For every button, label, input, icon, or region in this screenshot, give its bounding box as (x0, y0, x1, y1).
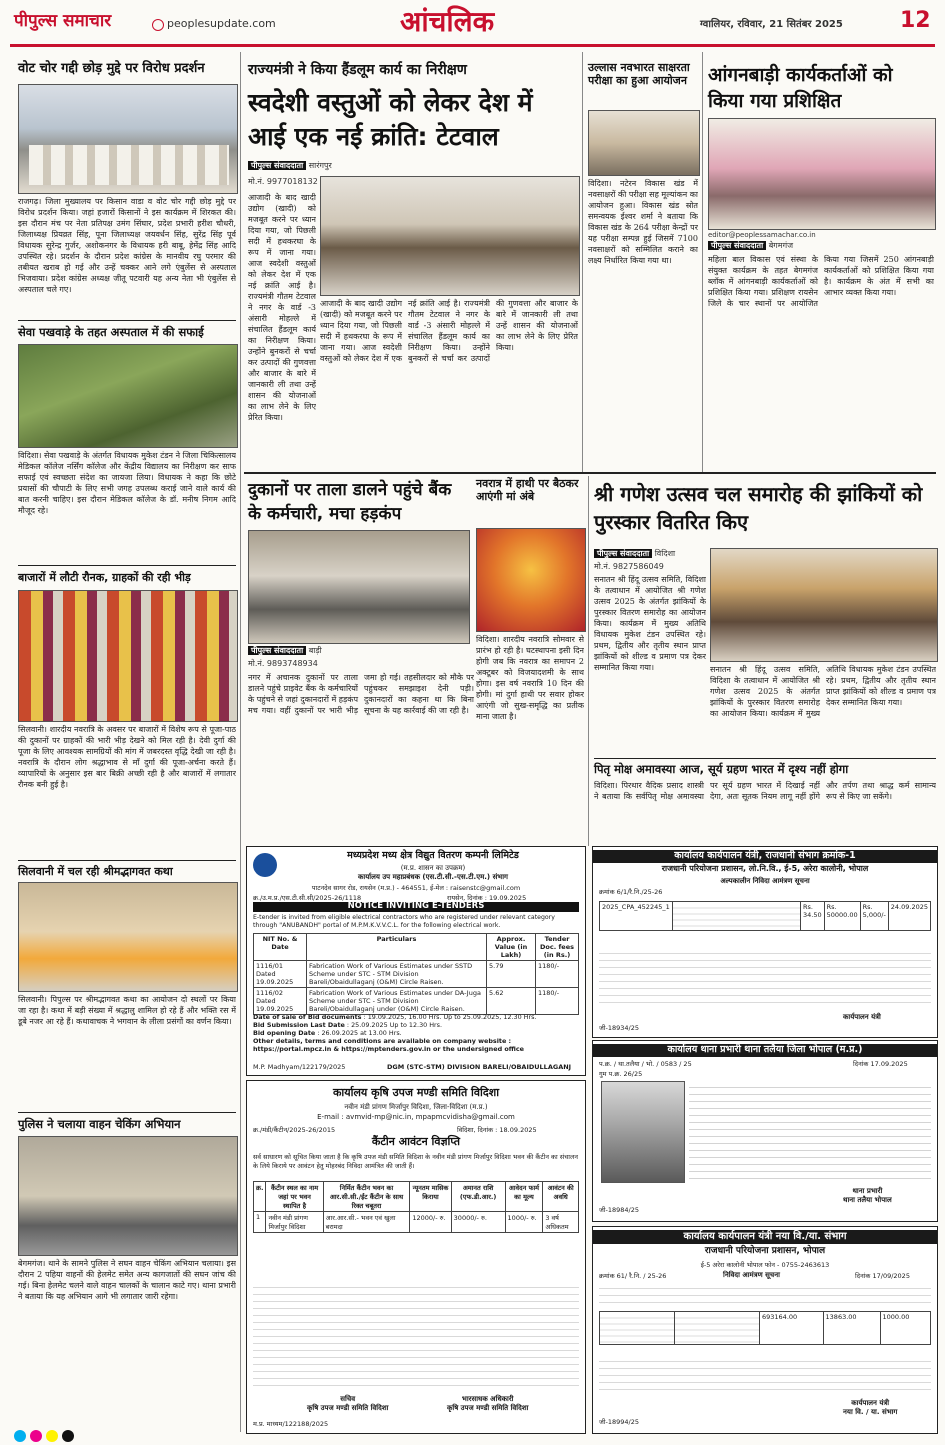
paper-logo: पीपुल्स समाचार (14, 11, 112, 31)
column-header: क्र. (254, 1182, 266, 1212)
pwd-ref: क्रमांक 6/1/रै.नि./25-26 (599, 888, 663, 896)
dateline: ग्वालियर, रविवार, 21 सितंबर 2025 (700, 19, 843, 30)
ganesh-headline: श्री गणेश उत्सव चल समारोह की झांकियों को पुरस्कार वितरित किए (594, 482, 923, 534)
mpvvcl-table (253, 933, 579, 1015)
masthead-rule (10, 44, 935, 47)
masthead (0, 0, 945, 50)
signatory-office: थाना तलैया भोपाल (843, 1196, 892, 1204)
registration-mark (30, 1430, 42, 1442)
bhagwat-headline: सिलवानी में चल रही श्रीमद्भागवत कथा (18, 865, 173, 878)
column-header: NIT No. & Date (254, 934, 307, 961)
date-value: 19.09.2025, 16.00 Hrs. Up to 25.09.2025, 12.30 Hrs. (367, 1013, 537, 1021)
date-value: 26.09.2025 at 13.00 Hrs. (321, 1029, 402, 1037)
table-cell: 3 वर्ष अधिकतम (543, 1212, 579, 1233)
bazar-body: सिलवानी। शारदीय नवरात्रि के अवसर पर बाजारों में विशेष रूप से पूजा-पाठ की दुकानों पर ग्राहकों की भारी भीड़ देखने को मिल रही है। देवी दुर्गा की पूजा के लिए आवश्यक सामग्रियों की मांग में जबरदस्त वृद्धि देखी जा रही है। नवरात्रि के दौरान लोग श्रद्धाभाव से माँ दुर्गा की पूजा-अर्चना करते हैं। व्यापारियों के अनुसार इस बार बिक्री अच्छी रही है और बाजारों में लगातार रौनक बनी हुई है। (18, 725, 236, 789)
table-row (254, 1212, 579, 1233)
amavasya-headline: पितृ मोक्ष अमावस्या आज, सूर्य ग्रहण भारत में दृश्य नहीं होगा (594, 762, 849, 776)
section-title: आंचलिक (400, 5, 495, 38)
bazar-photo (18, 590, 238, 722)
mandi-title: कार्यालय कृषि उपज मण्डी समिति विदिशा (332, 1086, 500, 1099)
signatory-title: थाना प्रभारी (852, 1187, 883, 1195)
table-cell: Rs. 34.50 (801, 902, 825, 931)
byline-label: पीपुल्स संवाददाता (248, 161, 306, 170)
separator (18, 860, 236, 861)
signatory-office: कृषि उपज मण्डी समिति विदिशा (447, 1404, 529, 1412)
separator (594, 758, 936, 759)
column-header: Particulars (307, 934, 487, 961)
pwd2-title: कार्यालय कार्यपालन यंत्री नया वि./या. संभाग (593, 1230, 937, 1244)
byline-place: सारंगपुर (308, 161, 332, 170)
pwd2-sign (843, 1399, 897, 1417)
table-cell: 693164.00 (760, 1312, 824, 1345)
police-ad-title: कार्यालय थाना प्रभारी थाना तलैया जिला भोपाल (म.प्र.) (593, 1044, 937, 1057)
navratra-photo (476, 528, 586, 632)
column-header: Approx. Value (in Lakh) (487, 934, 536, 961)
table-cell: नवीन मंडी प्रांगण मिर्जापुर विदिशा (266, 1212, 323, 1233)
pwd-terms (599, 947, 931, 1007)
mpvvcl-sub: (म.प्र. शासन का उपक्रम) (400, 864, 466, 872)
ganesh-body-continued: सनातन श्री हिंदू उत्सव समिति, विदिशा के तत्वाधान में आयोजित श्री गणेश उत्सव 2025 के अंतर्गत झांकियों के पुरस्कार वितरण समारोह का आयोजन किया। कार्यक्रम में मुख्य अतिथि विधायक मुकेश टंडन उपस्थित रहे। प्रथम, द्वितीय और तृतीय स्थान प्राप्त झांकियों को शील्ड व प्रमाण पत्र देकर सम्मानित किया गया। (710, 665, 936, 718)
pwd-title: कार्यालय कार्यपालन यंत्री, राजधानी संभाग क्रमांक-1 (593, 850, 937, 863)
pwd-sub: राजधानी परियोजना प्रशासन, लो.नि.वि., ई-5, अरेरा कालोनी, भोपाल (661, 864, 869, 873)
table-cell: 5.62 (487, 988, 536, 1015)
table-cell: 2025_CPA_452245_1 (600, 902, 673, 931)
separator (18, 565, 236, 566)
column-header: न्यूनतम मासिक किराया (410, 1182, 451, 1212)
mandi-sub: नवीन मंडी प्रांगण मिर्जापुर विदिशा, जिला-विदिशा (म.प्र.) (344, 1103, 488, 1111)
vote-headline: वोट चोर गद्दी छोड़ मुद्दे पर विरोध प्रदर्शन (18, 61, 205, 76)
police-ad-ref: प.क्र. / था.तलैया / भो. / 0583 / 25 (599, 1060, 692, 1068)
signatory-office: नया वि. / या. संभाग (843, 1408, 898, 1416)
table-cell: 12000/- रु. (410, 1212, 451, 1233)
swadeshi-photo (320, 176, 580, 296)
mpvvcl-dates (253, 1013, 579, 1053)
pwd2-address: ई-5 अरेरा कालोनी भोपाल फोन - 0755-2463613 (700, 1261, 830, 1269)
swadeshi-byline (248, 160, 332, 171)
seva-body: विदिशा। सेवा पखवाड़े के अंतर्गत विधायक मुकेश टंडन ने जिला चिकित्सालय मेडिकल कॉलेज नर्सिंग कॉलेज और केंद्रीय विद्यालय का निरीक्षण कर साफ सफाई एवं स्वच्छता संदेश का जायजा लिया। विधायक ने कहा कि छोटे प्रयासों की चौपाटी के लिए सभी जगह उपलब्ध कराई जाने वाले कार्य की बात करनी चाहिए। इस दौरान मेडिकल कॉलेज के डॉ. मनीष निगम आदि मौजूद रहे। (18, 451, 236, 515)
vote-body: राजगढ़। जिला मुख्यालय पर किसान वाडा व वोट चोर गद्दी छोड़ मुद्दे पर विरोध प्रदर्शन किया। जहां हजारों किसानों ने इस कार्यक्रम में शिरकत की। इस दौरान मंच पर नेता प्रतिपक्ष उमंग सिंघार, प्रदेश प्रभारी हरीश चौधरी, जिलाध्यक्ष प्रियव्रत सिंह, पूना जिलाध्यक्ष जयवर्धन सिंह, सुरेंद्र सिंह पूर्व विधायक सुरेन्द्र गुर्जर, अशोकनगर के विधायक हरी बाबू, हेमेंद्र सिंह आदि उपस्थित रहे। प्रदर्शन के दौरान प्रदेश कांग्रेस के मानवीय रघु परमार की तबीयत खराब हो गई और उन्हें चक्कर आने लगे एंबुलेंस से अस्पताल भिजवाया। प्रदेश कांग्रेस अध्यक्ष जीतू पटवारी यह अन्य नेता भी एंबुलेंस से अस्पताल चले गए। (18, 197, 236, 294)
mandi-sign-1 (307, 1395, 388, 1413)
table-cell: 30000/- रु. (451, 1212, 505, 1233)
site-url[interactable]: peoplesupdate.com (167, 17, 276, 30)
globe-icon (152, 19, 164, 31)
mandi-terms (253, 1281, 579, 1391)
mpvvcl-office: कार्यालय उप महाप्रबंधक (एस.टी.सी.-एस.टी.एम.) संभाग (358, 873, 508, 881)
navratra-body: विदिशा। शारदीय नवरात्रि सोमवार से प्रारंभ हो रही है। घटस्थापना इसी दिन होगी जब कि नवरात्र का समापन 2 अक्टूबर को विजयादशमी के साथ होगा। इस वर्ष नवरात्रि 10 दिन की होगी। मां दुर्गा हाथी पर सवार होकर आएंगी जो सुख-समृद्धि का प्रतीक माना जाता है। (476, 635, 584, 721)
police-ad-sign (843, 1187, 892, 1205)
mpvvcl-address: पाटनदेव सागर रोड, रायसेन (म.प्र.) - 464551, ई-मेल : raisenstc@gmail.com (311, 884, 521, 892)
bazar-headline: बाजारों में लौटी रौनक, ग्राहकों की रही भीड़ (18, 571, 191, 584)
registration-mark (14, 1430, 26, 1442)
mandi-canteen-ad (246, 1080, 586, 1434)
ganesh-photo (710, 548, 938, 662)
ganesh-mobile: मो.नं. 9827586049 (594, 562, 664, 571)
police-headline: पुलिस ने चलाया वाहन चेकिंग अभियान (18, 1117, 181, 1131)
swadeshi-mobile: मो.नं. 9977018132 (248, 177, 318, 186)
bhagwat-photo (18, 882, 238, 992)
column-divider (582, 52, 583, 472)
table-cell: 1000/- रु. (505, 1212, 543, 1233)
table-header-row (254, 1182, 579, 1212)
anganwadi-email[interactable]: editor@peoplessamachar.co.in (708, 231, 816, 239)
pwd2-ref-date: दिनांक 17/09/2025 (855, 1272, 910, 1280)
signatory-office: कृषि उपज मण्डी समिति विदिशा (307, 1404, 389, 1412)
missing-person-photo (601, 1081, 685, 1183)
anganwadi-photo (708, 118, 936, 230)
table-cell: 1000.00 (880, 1312, 930, 1345)
table-cell: Rs. 50000.00 (824, 902, 860, 931)
bank-body: नगर में अचानक दुकानों पर ताला डालने पहुंचे प्राइवेट बैंक के कर्मचारियों के पहुंचने से जहां दुकानदारों में हड़कंप मच गया। वहीं दुकानों पर भारी भीड़ जमा हो गई। तहसीलदार को मौके पर पहुंचकर समझाइश देनी पड़ी। दुकानदारों का कहना था कि बिना सूचना के यह कार्रवाई की जा रही है। (248, 673, 474, 715)
separator (18, 320, 236, 321)
column-header: आवेदन फार्म का मूल्य (505, 1182, 543, 1212)
seva-headline: सेवा पखवाड़े के तहत अस्पताल में की सफाई (18, 325, 204, 339)
ullas-headline: उल्लास नवभारत साक्षरता परीक्षा का हुआ आयोजन (588, 61, 690, 87)
mpvvcl-title: मध्यप्रदेश मध्य क्षेत्र विद्युत वितरण कम्पनी लिमिटेड (347, 850, 519, 861)
mandi-ma: म.प्र. माध्यम/122188/2025 (253, 1420, 329, 1428)
date-label: Bid opening Date (253, 1029, 316, 1037)
table-cell: Rs. 5,000/- (860, 902, 888, 931)
ullas-photo (588, 110, 700, 176)
mandi-table (253, 1181, 579, 1233)
police-ad-case: गुम प.क्र. 26/25 (599, 1070, 643, 1078)
table-cell: Fabrication Work of Various Estimates under SSTD Scheme under STC - STM Division Bareli/Obaidullaganj (O&M) Circle Raisen. (307, 961, 487, 988)
mpvvcl-ref-date: रायसेन, दिनांक : 19.09.2025 (447, 894, 527, 902)
table-cell: 1116/01 Dated 19.09.2025 (254, 961, 307, 988)
column-header: आवंटन की अवधि (543, 1182, 579, 1212)
ullas-body: विदिशा। नटेरन विकास खंड में नवसाक्षरों की परीक्षा सह मूल्यांकन का आयोजन हुआ। विकास खंड स्रोत समन्वयक ईश्वर शर्मा ने बताया कि विकास खंड के 264 परीक्षा केन्द्रों पर यह परीक्षा सम्पन्न हुई जिसमें 7100 नवसाक्षरों को सम्मिलित कराने का लक्ष्य निर्धारित किया गया था। (588, 179, 698, 265)
mpvvcl-sign: DGM (STC-STM) DIVISION BARELI/OBAIDULLAGANJ (387, 1063, 572, 1071)
pwd2-ref-2: जी-18994/25 (599, 1418, 639, 1426)
signatory-title: कार्यपालन यंत्री (851, 1399, 890, 1407)
byline-label: पीपुल्स संवाददाता (708, 241, 766, 250)
vote-photo (18, 84, 238, 194)
mpvvcl-footer: Other details, terms and conditions are available on company website : https://portal.mpcz.in & https://mptenders.gov.in or the undersigned office (253, 1037, 525, 1053)
bank-mobile: मो.नं. 9893748934 (248, 659, 318, 668)
mandi-body: सर्व साधारण को सूचित किया जाता है कि कृषि उपज मंडी समिति विदिशा के नवीन मंडी प्रांगण मिर्जापुर विदिशा भवन की कैंटीन का संचालन के लिये किराये पर आवंटन हेतु मोहरबंद निविदा आमंत्रित की जाती हैं। (253, 1153, 579, 1170)
swadeshi-kicker: राज्यमंत्री ने किया हैंडलूम कार्य का निरीक्षण (248, 62, 467, 78)
date-row: Date of sale of Bid documents : 19.09.2025, 16.00 Hrs. Up to 25.09.2025, 12.30 Hrs. (253, 1013, 537, 1021)
page-number: 12 (900, 8, 931, 33)
column-header: Tender Doc. fees (in Rs.) (536, 934, 579, 961)
pwd2-sub: राजधानी परियोजना प्रशासन, भोपाल (704, 1246, 826, 1256)
table-cell: 1116/02 Dated 19.09.2025 (254, 988, 307, 1015)
mpvvcl-logo-icon (253, 853, 277, 877)
table-row (600, 1312, 931, 1345)
separator (244, 472, 936, 474)
date-row: Bid Submission Last Date : 25.09.2025 Up to 12.30 Hrs. (253, 1021, 443, 1029)
table-cell (672, 902, 800, 931)
bhagwat-body: सिलवानी। पिपुल्स पर श्रीमद्भागवत कथा का आयोजन दो स्थलों पर किया जा रहा है। कथा में बड़ी संख्या में श्रद्धालु शामिल हो रहे हैं और भक्ति रस में डूबे नजर आ रहे हैं। कथावाचक ने भगवान के लीला प्रसंगों का वर्णन किया। (18, 995, 236, 1026)
registration-mark (62, 1430, 74, 1442)
byline-label: पीपुल्स संवाददाता (594, 549, 652, 558)
pwd-notice: अल्पकालीन निविदा आमंत्रण सूचना (720, 877, 810, 885)
mpvvcl-notice: NOTICE INVITING E-TENDERS (253, 902, 579, 912)
pwd2-terms (599, 1355, 931, 1395)
table-row (254, 988, 579, 1015)
mandi-notice: कैंटीन आवंटन विज्ञप्ति (371, 1135, 461, 1148)
signatory-title: सचिव (340, 1395, 356, 1403)
table-cell: Fabrication Work of Various Estimates under DA-Juga Scheme under STC - STM Division Bareli/Obaidullaganj under (O&M) Circle Raisen. (307, 988, 487, 1015)
mandi-ref-date: विदिशा, दिनांक : 18.09.2025 (457, 1126, 537, 1134)
table-cell: आर.आर.सी.- भवन एवं खुला बरामदा (323, 1212, 410, 1233)
mpvvcl-intro: E-tender is invited from eligible electrical contractors who are registered under relevant category through "ANUBANDH" portal of M.P.M.K.V.V.C.L. for the following electrical work. (253, 914, 555, 929)
date-label: Date of sale of Bid documents (253, 1013, 362, 1021)
anganwadi-body: महिला बाल विकास एवं संस्था के संयुक्त कार्यक्रम के तहत बेगमगंज ब्लॉक में आंगनबाड़ी कार्यकर्ताओं को प्रशिक्षित किया गया। प्रशिक्षण रायसेन जिले के चार स्थानों पर आयोजित किया गया जिसमें 250 आंगनबाड़ी कार्यकर्ताओं को प्रशिक्षित किया गया है। कार्यक्रम के अंत में सभी का आभार व्यक्त किया गया। (708, 255, 934, 308)
swadeshi-headline: स्वदेशी वस्तुओं को लेकर देश में आई एक नई क्रांति: टेटवाल (248, 88, 533, 151)
signatory-title: भारसाधक अधिकारी (461, 1395, 514, 1403)
pwd2-ref: क्रमांक 61/ रै.नि. / 25-26 (599, 1272, 667, 1280)
table-cell: 1180/- (536, 961, 579, 988)
table-cell: 1180/- (536, 988, 579, 1015)
table-cell (600, 1312, 675, 1345)
pwd-tender-ad (592, 846, 938, 1038)
pwd-sign: कार्यपालन यंत्री (843, 1013, 881, 1021)
police-notice-ad (592, 1040, 938, 1222)
swadeshi-body-continued: आजादी के बाद खादी उद्योग (खादी) को मजबूत करने पर ध्यान दिया गया, जो पिछली सदी में हथकरघा के रूप में जाना गया। आज स्वदेशी वस्तुओं को लेकर देश में एक नई क्रांति आई है। राज्यमंत्री गौतम टेटवाल ने नगर के वार्ड -3 अंसारी मोहल्ले में संचालित हैंडलूम कार्य का निरीक्षण किया। उन्होंने बुनकरों से चर्चा कर उत्पादों की गुणवत्ता और बाजार के बारे में जानकारी ली तथा उन्हें शासन की योजनाओं का लाभ लेने के लिए प्रेरित किया। (320, 299, 578, 363)
date-row: Bid opening Date : 26.09.2025 at 13.00 Hrs. (253, 1029, 402, 1037)
police-ad-date: दिनांक 17.09.2025 (853, 1060, 908, 1068)
mandi-ref: क्र./मंडी/कैंटीन/2025-26/2015 (253, 1126, 336, 1134)
column-divider (702, 52, 703, 472)
column-header: निर्मित कैंटीन भवन का आर.सी.सी./ईंट कैंटीन के साथ रिक्त चबूतरा (323, 1182, 410, 1212)
ganesh-byline (594, 548, 675, 559)
byline-place: बाड़ी (308, 646, 322, 655)
date-label: Bid Submission Last Date (253, 1021, 345, 1029)
police-ad-text (689, 1081, 931, 1181)
column-divider (240, 52, 241, 1432)
pwd2-intro (599, 1282, 931, 1306)
byline-place: विदिशा (654, 549, 676, 558)
column-header: अमानत राशि (एफ.डी.आर.) (451, 1182, 505, 1212)
pwd2-notice: निविदा आमंत्रण सूचना (723, 1271, 780, 1279)
police-body: बेगमगंज। थाने के सामने पुलिस ने सघन वाहन चेकिंग अभियान चलाया। इस दौरान 2 पहिया वाहनों की हेलमेट समेत अन्य कागजातों की सघन जांच की गई। बिना हेलमेट चलने वाले वाहन चालकों के चालान काटे गए। थाना प्रभारी ने बताया कि यह अभियान आगे भी लगातार जारी रहेगा। (18, 1259, 236, 1301)
table-row (600, 902, 931, 931)
separator (18, 1112, 236, 1113)
swadeshi-body: आजादी के बाद खादी उद्योग (खादी) को मजबूत करने पर ध्यान दिया गया, जो पिछली सदी में हथकरघा के रूप में जाना गया। आज स्वदेशी वस्तुओं को लेकर देश में एक नई क्रांति आई है। राज्यमंत्री गौतम टेटवाल ने नगर के वार्ड -3 अंसारी मोहल्ले में संचालित हैंडलूम कार्य का निरीक्षण किया। उन्होंने बुनकरों से चर्चा कर उत्पादों की गुणवत्ता और बाजार के बारे में जानकारी ली तथा उन्हें शासन की योजनाओं का लाभ लेने के लिए प्रेरित किया। (248, 193, 316, 422)
bank-headline: दुकानों पर ताला डालने पहुंचे बैंक के कर्मचारी, मचा हड़कंप (248, 480, 452, 524)
date-value: 25.09.2025 Up to 12.30 Hrs. (351, 1021, 443, 1029)
police-photo (18, 1136, 238, 1256)
table-cell: 13863.00 (823, 1312, 880, 1345)
byline-label: पीपुल्स संवाददाता (248, 646, 306, 655)
registration-mark (46, 1430, 58, 1442)
pwd2-tender-ad (592, 1226, 938, 1434)
table-header-row (254, 934, 579, 961)
mandi-email[interactable]: E-mail : avmvid-mp@nic.in, mpapmcvidisha@gmail.com (317, 1113, 515, 1121)
table-row (254, 961, 579, 988)
table-cell: 5.79 (487, 961, 536, 988)
amavasya-body: विदिशा। पिरथार वैदिक प्रसाद शास्त्री ने बताया कि सर्वपितृ मोक्ष अमावस्या पर सूर्य ग्रहण भारत में दिखाई नहीं देगा, अतः सूतक नियम लागू नहीं होंगे और तर्पण तथा श्राद्ध कर्म सामान्य रूप से किए जा सकेंगे। (594, 781, 936, 801)
mpvvcl-ref: क्र./उ.म.प्र./एस.टी.सी.सी/2025-26/1118 (253, 894, 362, 902)
bank-photo (248, 530, 470, 644)
ganesh-body: सनातन श्री हिंदू उत्सव समिति, विदिशा के तत्वाधान में आयोजित श्री गणेश उत्सव 2025 के अंतर्गत झांकियों के पुरस्कार वितरण समारोह का आयोजन किया। कार्यक्रम में मुख्य अतिथि विधायक मुकेश टंडन उपस्थित रहे। प्रथम, द्वितीय और तृतीय स्थान प्राप्त झांकियों को शील्ड व प्रमाण पत्र देकर सम्मानित किया गया। (594, 575, 706, 672)
column-divider (588, 476, 589, 846)
table-cell (675, 1312, 760, 1345)
table-cell: 1 (254, 1212, 266, 1233)
anganwadi-byline (708, 240, 793, 251)
anganwadi-headline: आंगनबाड़ी कार्यकर्ताओं को किया गया प्रशिक्षित (708, 64, 893, 112)
navratra-headline: नवरात्र में हाथी पर बैठकर आएंगी मां अंबे (476, 477, 579, 503)
pwd-table (599, 901, 931, 931)
table-cell: 24.09.2025 (888, 902, 930, 931)
byline-place: बेगमगंज (768, 241, 794, 250)
column-header: कैंटीन स्थल का नाम जहां पर भवन स्थापित है (266, 1182, 323, 1212)
mandi-sign-2 (447, 1395, 528, 1413)
mpvvcl-tender-ad (246, 846, 586, 1076)
pwd-ref-2: जी-18934/25 (599, 1024, 639, 1032)
pwd2-table (599, 1311, 931, 1345)
seva-photo (18, 344, 238, 448)
police-ad-ref-2: जी-18984/25 (599, 1206, 639, 1214)
mpvvcl-ma: M.P. Madhyam/122179/2025 (253, 1063, 346, 1071)
bank-byline (248, 645, 322, 656)
